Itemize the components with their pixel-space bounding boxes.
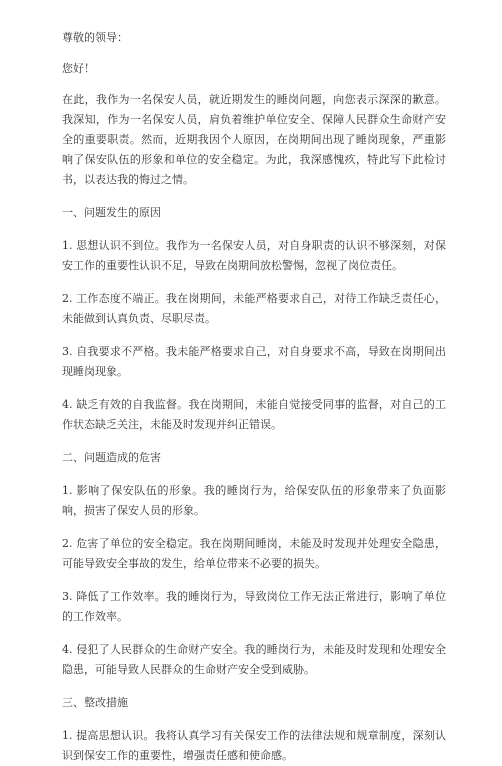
list-item: 4. 侵犯了人民群众的生命财产安全。我的睡岗行为，未能及时发现和处理安全隐患，可能导致人民群众的生命财产安全受到威胁。	[62, 643, 446, 676]
intro-paragraph: 在此，我作为一名保安人员，就近期发生的睡岗问题，向您表示深深的歉意。我深知，作为一名保安人员，肩负着维护单位安全、保障人民群众生命财产安全的重要职责。然而，近期我因个人原因，在岗期间出现了睡岗现象，严重影响了保安队伍的形象和单位的安全稳定。为此，我深感愧疚，特此写下此检讨书，以表达我的悔过之情。	[62, 93, 446, 186]
list-item: 1. 影响了保安队伍的形象。我的睡岗行为，给保安队伍的形象带来了负面影响，损害了保安人员的形象。	[62, 484, 446, 517]
list-item: 3. 降低了工作效率。我的睡岗行为，导致岗位工作无法正常进行，影响了单位的工作效率。	[62, 590, 446, 623]
section-heading: 二、问题造成的危害	[62, 451, 161, 464]
list-item: 1. 思想认识不到位。我作为一名保安人员，对自身职责的认识不够深刻，对保安工作的重要性认识不足，导致在岗期间放松警惕，忽视了岗位责任。	[62, 239, 446, 272]
salutation: 尊敬的领导：	[62, 31, 128, 44]
section-heading: 三、整改措施	[62, 696, 128, 709]
list-item: 2. 危害了单位的安全稳定。我在岗期间睡岗，未能及时发现并处理安全隐患，可能导致安全事故的发生，给单位带来不必要的损失。	[62, 537, 446, 570]
list-item: 2. 工作态度不端正。我在岗期间，未能严格要求自己，对待工作缺乏责任心，未能做到认真负责、尽职尽责。	[62, 292, 446, 325]
list-item: 4. 缺乏有效的自我监督。我在岗期间，未能自觉接受同事的监督，对自己的工作状态缺乏关注，未能及时发现并纠正错误。	[62, 398, 446, 431]
list-item: 3. 自我要求不严格。我未能严格要求自己，对自身要求不高，导致在岗期间出现睡岗现象。	[62, 345, 446, 378]
section-heading: 一、问题发生的原因	[62, 206, 161, 219]
greeting: 您好！	[62, 62, 95, 75]
list-item: 1. 提高思想认识。我将认真学习有关保安工作的法律法规和规章制度，深刻认识到保安工作的重要性，增强责任感和使命感。	[62, 729, 446, 762]
